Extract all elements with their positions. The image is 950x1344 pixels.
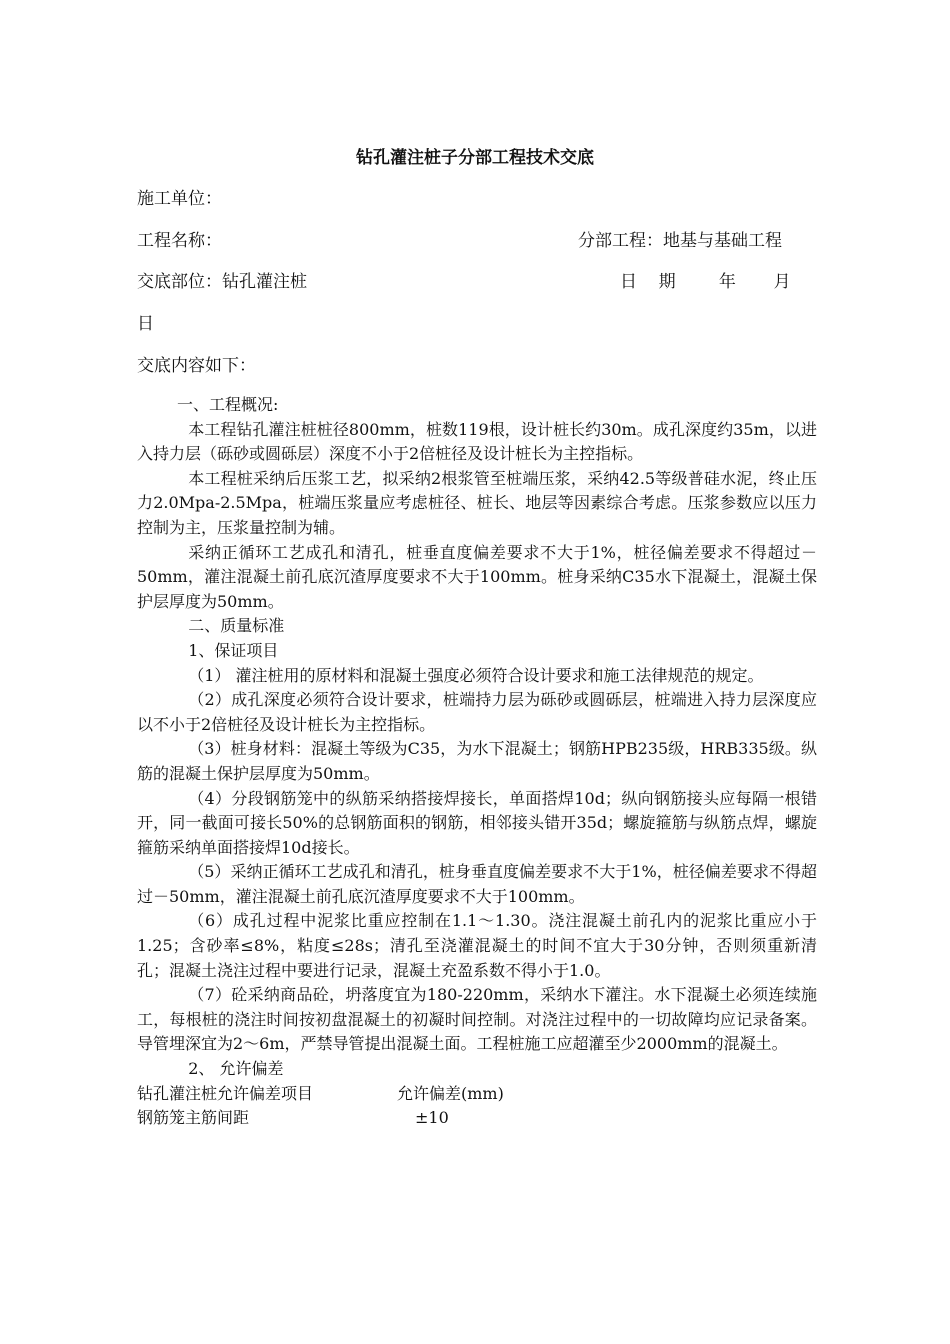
tolerance-table-row bbox=[137, 1106, 817, 1131]
date-day-label: 日 bbox=[137, 314, 154, 334]
tolerance-header-value: 允许偏差(mm) bbox=[397, 1083, 504, 1103]
construction-unit-label: 施工单位： bbox=[137, 189, 222, 209]
guarantee-item-6: （6）成孔过程中泥浆比重应控制在1.1～1.30。浇注混凝土前孔内的泥浆比重应小于1.25；含砂率≤8%，粘度≤28s；清孔至浇灌混凝土的时间不宜大于30分钟，否则须重新清孔；混凝土浇注过程中要进行记录，混凝土充盈系数不得小于1.0。 bbox=[137, 911, 817, 980]
guarantee-item-5: （5）采纳正循环工艺成孔和清孔，桩身垂直度偏差要求不大于1%，桩径偏差要求不得超过－50mm，灌注混凝土前孔底沉渣厚度要求不大于100mm。 bbox=[137, 862, 817, 906]
tolerance-table-header bbox=[137, 1082, 817, 1107]
tolerance-header-item: 钻孔灌注桩允许偏差项目 bbox=[137, 1083, 314, 1103]
location-label: 交底部位：钻孔灌注桩 bbox=[137, 272, 307, 292]
guarantee-item-4: （4）分段钢筋笼中的纵筋采纳搭接焊接长，单面搭焊10d；纵向钢筋接头应每隔一根错开，同一截面可接长50%的总钢筋面积的钢筋，相邻接头错开35d；螺旋箍筋与纵筋点焊，螺旋箍筋采纳单面搭接焊10d接长。 bbox=[137, 788, 817, 857]
tolerance-heading: 2、 允许偏差 bbox=[188, 1059, 284, 1079]
page-title: 钻孔灌注桩子分部工程技术交底 bbox=[356, 148, 594, 168]
overview-paragraph-1: 本工程钻孔灌注桩桩径800mm，桩数119根，设计桩长约30m。成孔深度约35m，以进入持力层（砾砂或圆砾层）深度不小于2倍桩径及设计桩长为主控指标。 bbox=[137, 419, 817, 464]
guarantee-heading: 1、保证项目 bbox=[188, 640, 279, 660]
guarantee-item-7: （7）砼采纳商品砼，坍落度宜为180-220mm，采纳水下灌注。水下混凝土必须连续施工，每根桩的浇注时间按初盘混凝土的初凝时间控制。对浇注过程中的一切故障均应记录备案。导管埋深宜为2～6m，严禁导管提出混凝土面。工程桩施工应超灌至少2000mm的混凝土。 bbox=[137, 985, 817, 1054]
overview-heading: 一、工程概况: bbox=[177, 395, 279, 414]
date-label: 日 期 年 月 bbox=[620, 272, 791, 292]
quality-heading: 二、质量标准 bbox=[188, 616, 285, 636]
tolerance-row-item: 钢筋笼主筋间距 bbox=[137, 1108, 250, 1128]
guarantee-item-2: （2）成孔深度必须符合设计要求，桩端持力层为砾砂或圆砾层，桩端进入持力层深度应以不小于2倍桩径及设计桩长为主控指标。 bbox=[137, 690, 817, 734]
sub-project-label: 分部工程：地基与基础工程 bbox=[578, 231, 782, 251]
guarantee-item-1: （1） 灌注桩用的原材料和混凝土强度必须符合设计要求和施工法律规范的规定。 bbox=[188, 665, 764, 685]
content-intro: 交底内容如下： bbox=[137, 356, 256, 376]
tolerance-row-value: ±10 bbox=[415, 1108, 449, 1128]
overview-paragraph-2: 本工程桩采纳后压浆工艺，拟采纳2根浆管至桩端压浆，采纳42.5等级普硅水泥，终止压力2.0Mpa-2.5Mpa，桩端压浆量应考虑桩径、桩长、地层等因素综合考虑。压浆参数应以压力控制为主，压浆量控制为辅。 bbox=[137, 468, 817, 537]
project-name-label: 工程名称： bbox=[137, 231, 222, 251]
overview-paragraph-3: 采纳正循环工艺成孔和清孔，桩垂直度偏差要求不大于1%，桩径偏差要求不得超过－50mm，灌注混凝土前孔底沉渣厚度要求不大于100mm。桩身采纳C35水下混凝土，混凝土保护层厚度为50mm。 bbox=[137, 542, 817, 611]
guarantee-item-3: （3）桩身材料：混凝土等级为C35，为水下混凝土；钢筋HPB235级，HRB335级。纵筋的混凝土保护层厚度为50mm。 bbox=[137, 739, 817, 783]
document-body bbox=[137, 393, 817, 1131]
